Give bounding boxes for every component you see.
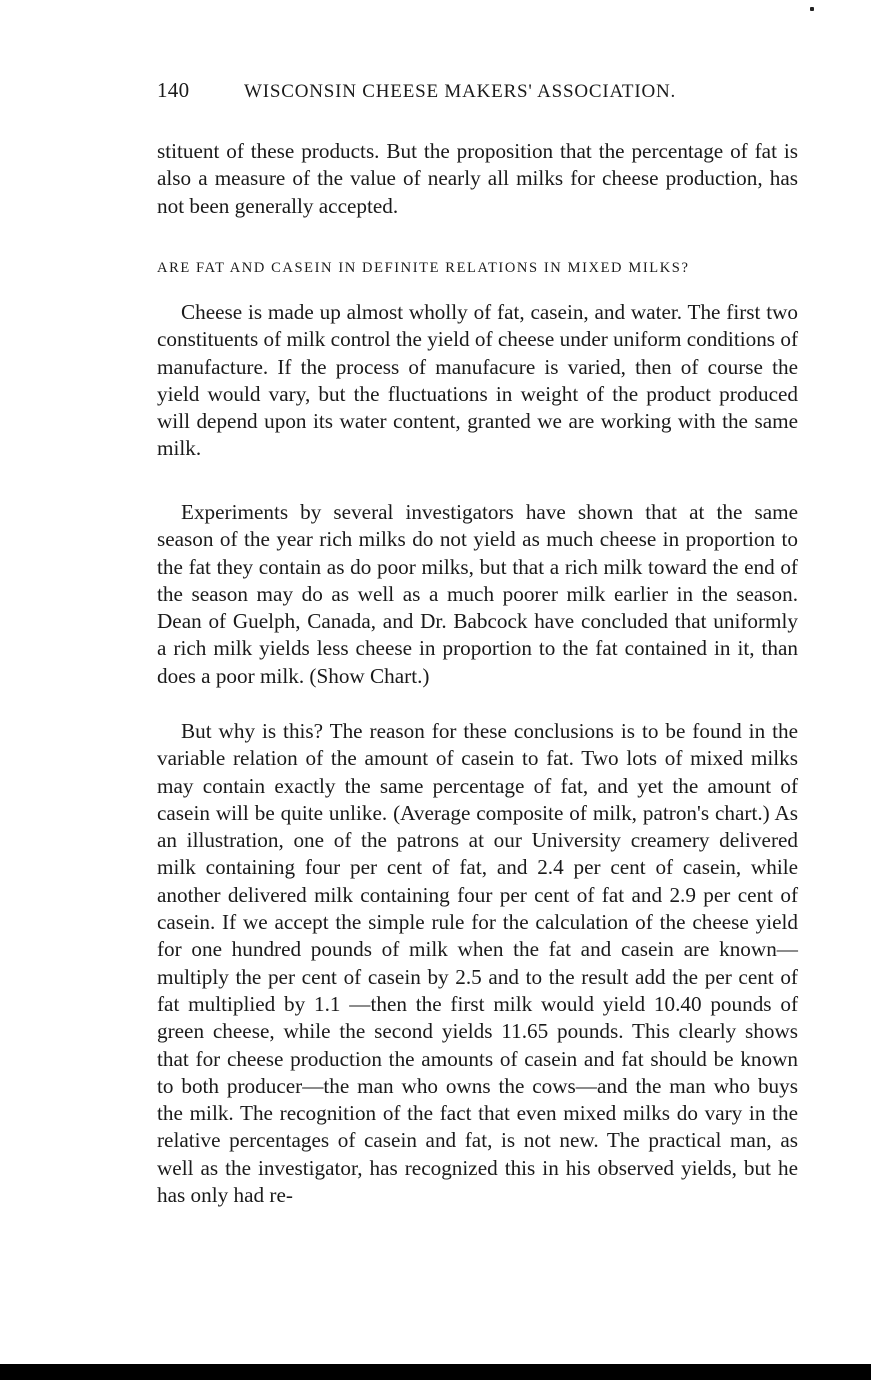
body-paragraph-composition <box>157 299 798 463</box>
page-number: 140 <box>157 78 190 102</box>
scan-speck <box>810 7 814 11</box>
page-header <box>157 78 797 108</box>
paragraph-text: stituent of these products. But the proposition that the percentage of fat is also a measure of the value of nearly all milks for cheese production, has not been generally accepted. <box>157 139 798 218</box>
scan-bottom-border <box>0 1364 871 1380</box>
body-paragraph-continuation <box>157 138 798 220</box>
body-paragraph-casein-relation <box>157 718 798 1209</box>
running-head: WISCONSIN CHEESE MAKERS' ASSOCIATION. <box>244 81 677 102</box>
paragraph-text: But why is this? The reason for these conclusions is to be found in the variable relation of the amount of casein to fat. Two lots of mixed milks may contain exactly the same percentage of fat, and yet the amount of casein will be quite unlike. (Average composite of milk, patron's chart.) As an illustration, one of the patrons at our University creamery delivered milk containing four per cent of fat, and 2.4 per cent of casein, while another delivered milk containing four per cent of fat and 2.9 per cent of casein. If we accept the simple rule for the calculation of the cheese yield for one hundred pounds of milk when the fat and casein are known—multiply the per cent of casein by 2.5 and to the result add the per cent of fat multiplied by 1.1 —then the first milk would yield 10.40 pounds of green cheese, while the second yields 11.65 pounds. This clearly shows that for cheese production the amounts of casein and fat should be known to both producer—the man who owns the cows—and the man who buys the milk. The recognition of the fact that even mixed milks do vary in the relative percentages of casein and fat, is not new. The practical man, as well as the investigator, has recognized this in his observed yields, but he has only had re- <box>157 719 798 1208</box>
paragraph-text: Experiments by several investigators have shown that at the same season of the year rich milks do not yield as much cheese in proportion to the fat they contain as do poor milks, but that a rich milk toward the end of the season may do as well as a much poorer milk earlier in the season. Dean of Guelph, Canada, and Dr. Babcock have concluded that uniformly a rich milk yields less cheese in proportion to the fat contained in it, than does a poor milk. (Show Chart.) <box>157 500 798 688</box>
paragraph-text: Cheese is made up almost wholly of fat, casein, and water. The first two constituents of milk control the yield of cheese under uniform conditions of manufacture. If the process of manufacure is varied, then of course the yield would vary, but the fluctuations in weight of the product produced will depend upon its water content, granted we are working with the same milk. <box>157 300 798 461</box>
section-heading: ARE FAT AND CASEIN IN DEFINITE RELATIONS IN MIXED MILKS? <box>157 260 690 276</box>
body-paragraph-experiments <box>157 499 798 690</box>
